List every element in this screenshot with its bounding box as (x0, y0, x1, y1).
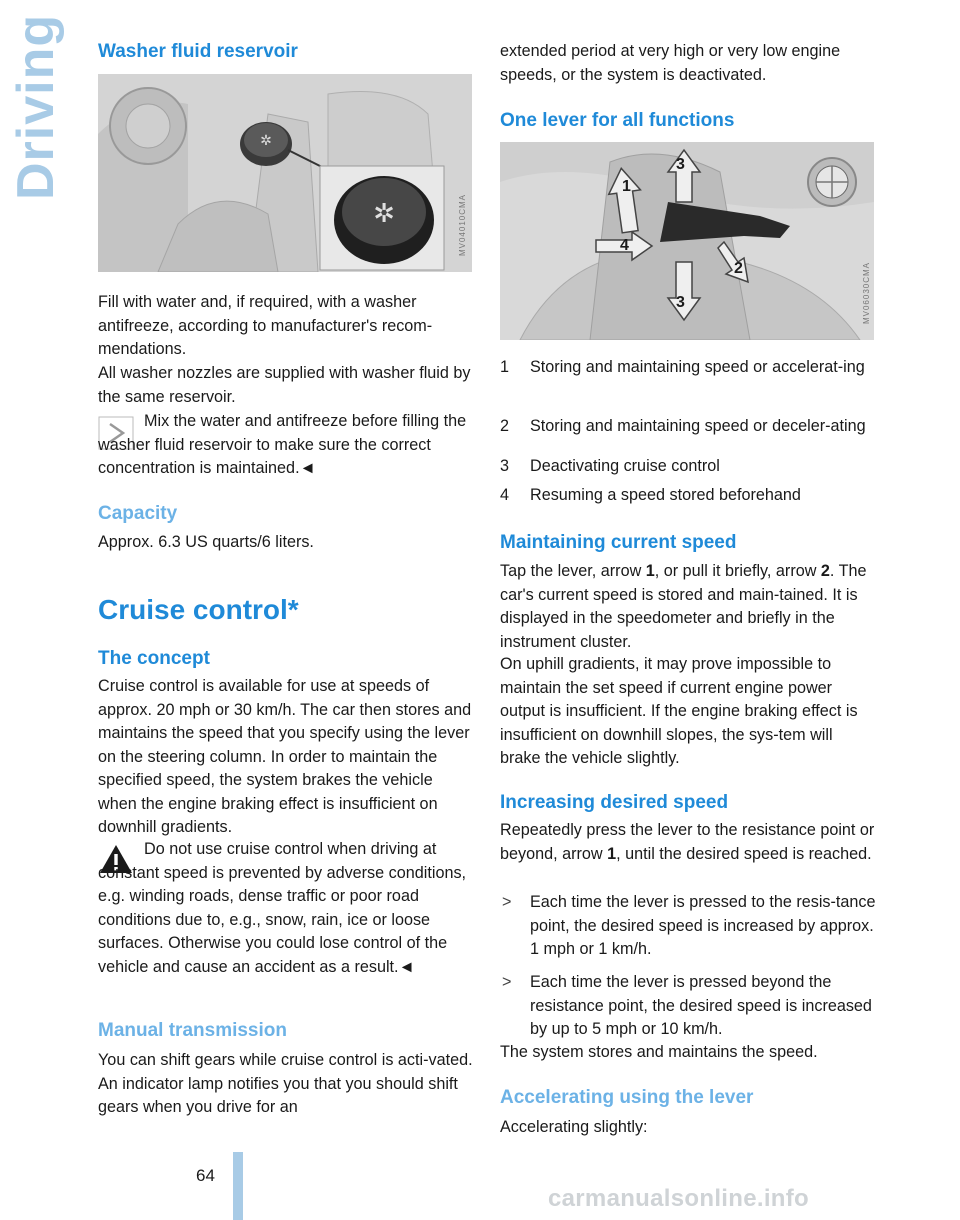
washer-title: Washer fluid reservoir (98, 41, 298, 62)
end-mark: ◄ (299, 459, 316, 477)
washer-reservoir-illustration (98, 74, 472, 272)
item-number: 4 (500, 486, 510, 504)
watermark: carmanualsonline.info (548, 1185, 810, 1212)
cruise-lever-figure (500, 142, 874, 340)
figure-code: MV06030CMA (862, 262, 871, 325)
note-mix (98, 410, 474, 481)
text-run: Repeatedly press the lever to the resistance point or beyond, arrow (500, 821, 875, 863)
manual-transmission-paragraph: You can shift gears while cruise control is acti-vated. An indicator lamp notifies you that you should shift gears when you drive for an (98, 1051, 473, 1116)
arrow-label-1: 1 (622, 178, 631, 195)
note-mix-text: Mix the water and antifreeze before filling the washer fluid reservoir to make sure the correct concentration is maintained. (98, 412, 467, 477)
chapter-side-tab (0, 13, 65, 200)
capacity-title: Capacity (98, 503, 178, 524)
warning-paragraph (98, 838, 474, 979)
washer-reservoir-figure (98, 74, 472, 272)
accelerating-paragraph: Accelerating slightly: (500, 1118, 648, 1136)
concept-title: The concept (98, 648, 210, 669)
item-text: Resuming a speed stored beforehand (530, 486, 801, 504)
list-item (500, 455, 876, 479)
page-bar (233, 1152, 243, 1220)
svg-text:✲: ✲ (373, 199, 395, 229)
increase-speed-title: Increasing desired speed (500, 792, 729, 813)
item-number: 2 (500, 417, 510, 435)
cruise-lever-illustration (500, 142, 874, 340)
item-text: Deactivating cruise control (530, 457, 720, 475)
item-number: 1 (500, 358, 510, 376)
page-number: 64 (196, 1166, 215, 1185)
maintain-paragraph-1 (500, 560, 876, 654)
stores-paragraph: The system stores and maintains the speed. (500, 1043, 818, 1061)
arrow-ref: 1 (607, 844, 617, 863)
item-text: Storing and maintaining speed or accelerat-ing (530, 358, 865, 376)
chapter-title: Driving (7, 13, 65, 200)
end-mark: ◄ (398, 957, 415, 976)
text-run: , or pull it briefly, arrow (654, 562, 821, 580)
arrow-label-2: 2 (734, 260, 743, 277)
text-run: . The car's current speed is stored and main-tained. It is displayed in the speedometer and briefly in the instrument cluster. (500, 562, 867, 651)
increase-paragraph (500, 819, 876, 866)
item-text: Storing and maintaining speed or deceler-ating (530, 417, 866, 435)
arrow-label-3-bottom: 3 (676, 294, 685, 311)
bullet-text: Each time the lever is pressed beyond the resistance point, the desired speed is increased by up to 5 mph or 10 km/h. (530, 973, 872, 1038)
lever-title: One lever for all functions (500, 110, 735, 131)
accelerating-title: Accelerating using the lever (500, 1087, 754, 1108)
list-item (500, 356, 876, 404)
bullet-mark: > (502, 893, 512, 911)
list-item (500, 484, 876, 508)
maintain-paragraph-2: On uphill gradients, it may prove impossible to maintain the set speed if current engine power output is insufficient. If the engine braking effect is insufficient on downhill slopes, the sys-tem will brake the vehicle slightly. (500, 655, 858, 767)
text-run: , until the desired speed is reached. (616, 844, 872, 863)
bullet-text: Each time the lever is pressed to the resis-tance point, the desired speed is increased by approx. 1 mph or 1 km/h. (530, 893, 876, 958)
bullet-item (500, 971, 876, 1043)
manual-continued-paragraph: extended period at very high or very low engine speeds, or the system is deactivated. (500, 42, 841, 84)
item-number: 3 (500, 457, 510, 475)
arrow-label-4: 4 (620, 237, 629, 254)
bullet-item (500, 891, 876, 963)
bullet-mark: > (502, 973, 512, 991)
maintain-speed-title: Maintaining current speed (500, 532, 737, 553)
cruise-title: Cruise control* (98, 594, 299, 625)
nozzles-paragraph: All washer nozzles are supplied with washer fluid by the same reservoir. (98, 364, 471, 406)
svg-text:✲: ✲ (260, 133, 272, 149)
arrow-ref: 1 (645, 562, 655, 580)
manual-transmission-title: Manual transmission (98, 1020, 287, 1041)
concept-paragraph: Cruise control is available for use at speeds of approx. 20 mph or 30 km/h. The car then stores and maintains the speed that you specify using the lever on the steering column. In order to maintain the specified speed, the system brakes the vehicle when the engine braking effect is insufficient on downhill gradients. (98, 677, 472, 836)
capacity-text: Approx. 6.3 US quarts/6 liters. (98, 533, 314, 551)
arrow-ref: 2 (820, 562, 830, 580)
text-run: Tap the lever, arrow (500, 562, 646, 580)
fill-paragraph: Fill with water and, if required, with a washer antifreeze, according to manufacturer's recom-mendations. (98, 293, 433, 358)
warning-text: Do not use cruise control when driving at constant speed is prevented by adverse conditions, e.g. winding roads, dense traffic or poor road conditions due to, e.g., snow, rain, ice or loose surfaces. Otherwise you could lose control of the vehicle and cause an accident as a result. (98, 840, 467, 976)
arrow-label-3-top: 3 (676, 156, 685, 173)
figure-code: MV04010CMA (458, 194, 467, 257)
